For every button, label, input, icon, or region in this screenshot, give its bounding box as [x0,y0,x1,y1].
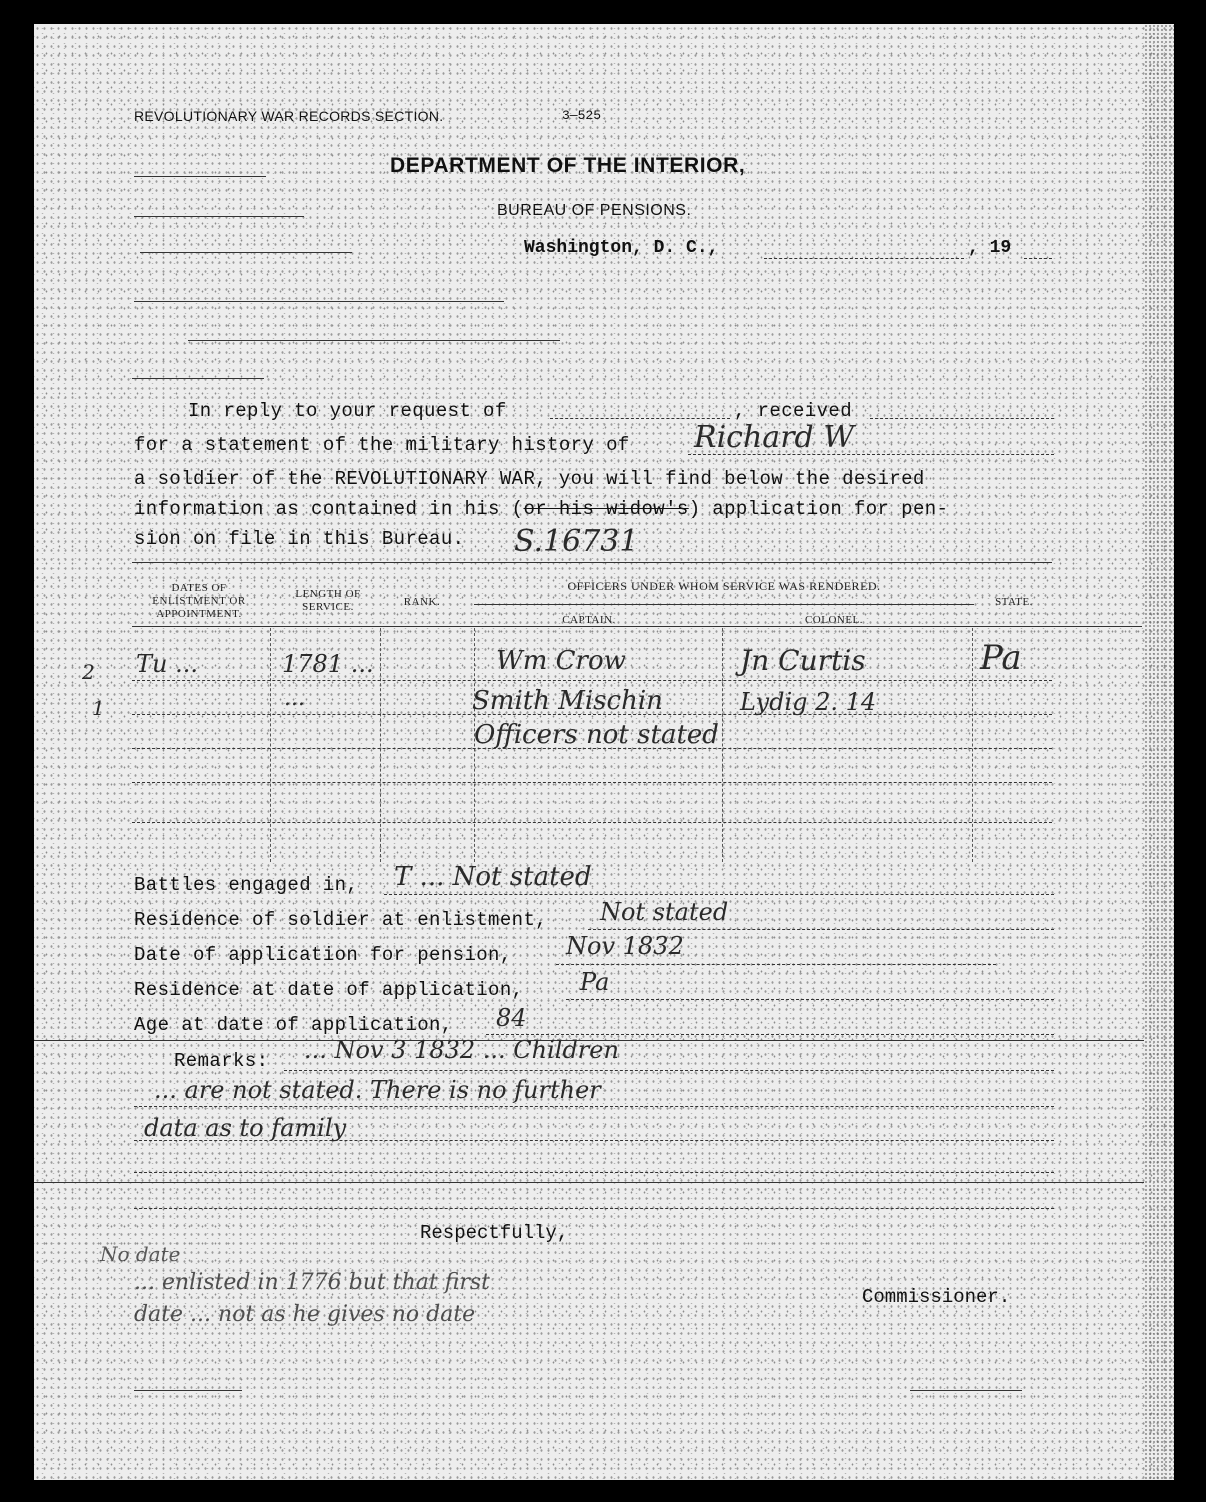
row2-colonel: Lydig 2. 14 [740,688,877,716]
header-length: LENGTH OF SERVICE. [295,588,361,613]
header-colonel: COLONEL. [804,614,864,626]
remarks-blank-1 [284,1070,1054,1071]
header-state: STATE. [995,596,1033,608]
row1-captain: Wm Crow [496,646,626,676]
row-rule-1 [132,680,1052,681]
remarks-blank-2 [134,1106,1054,1107]
row1-state: Pa [980,638,1022,678]
margin-mark-2: 1 [92,696,105,720]
row1-dates: Tu ... [136,650,198,678]
field-residence-application-value: Pa [580,968,610,996]
field-age-blank [486,1034,1054,1035]
file-number: S.16731 [514,524,639,559]
address-line-6 [132,378,264,379]
address-line-3 [140,252,352,253]
field-residence-enlistment-blank [588,929,1054,930]
address-line-4 [134,301,504,302]
header-dates: DATES OF ENLISTMENT OR APPOINTMENT. [152,582,246,620]
remarks-label: Remarks: [174,1050,269,1072]
received-date-blank [870,418,1054,419]
bureau-title: BUREAU OF PENSIONS. [497,202,692,219]
remarks-bottom-rule [34,1182,1144,1183]
soldier-name: Richard W [694,420,855,455]
scan-edge-noise [1144,24,1174,1480]
row3-captain: Officers not stated [474,720,719,750]
margin-mark-1: 2 [82,660,95,684]
footer-line-right [910,1390,1022,1391]
year-blank [1024,258,1052,259]
header-captain: CAPTAIN. [562,614,616,626]
letter-line-3: a soldier of the REVOLUTIONARY WAR, you will find below the desired [134,468,925,490]
remarks-line-1: ... Nov 3 1832 ... Children [304,1036,619,1064]
row2-length: ... [284,686,305,711]
col-divider-2 [380,628,381,862]
field-application-date-label: Date of application for pension, [134,944,512,966]
row1-length: 1781 ... [282,650,374,678]
handwritten-note-2: ... enlisted in 1776 but that first [134,1270,491,1295]
date-blank [764,258,964,259]
header-rank: RANK. [403,596,441,608]
field-application-date-blank [556,964,996,965]
handwritten-note-3: date ... not as he gives no date [134,1302,476,1327]
records-section-label: REVOLUTIONARY WAR RECORDS SECTION. [134,108,444,124]
letter-line-2: for a statement of the military history of [134,434,630,456]
table-top-rule [132,562,1052,563]
header-officers: OFFICERS UNDER WHOM SERVICE WAS RENDERED. [567,579,881,593]
field-application-date-value: Nov 1832 [566,932,684,960]
field-residence-application-label: Residence at date of application, [134,979,524,1001]
officers-rule [474,604,974,605]
table-header-bottom-rule [132,626,1142,627]
footer-line-left [134,1390,242,1391]
field-residence-enlistment-value: Not stated [600,898,729,926]
row-rule-4 [132,782,1052,783]
col-divider-5 [972,628,973,862]
row-rule-5 [132,822,1052,823]
remarks-line-2: ... are not stated. There is no further [154,1076,601,1104]
address-line-5 [188,340,560,341]
field-age-value: 84 [496,1004,527,1032]
year-prefix: , 19 [968,238,1012,258]
place-label: Washington, D. C., [524,238,719,258]
handwritten-note-1: No date [100,1242,181,1266]
remarks-blank-5 [134,1208,1054,1209]
field-battles-value: T ... Not stated [394,862,592,892]
document-sheet [34,24,1174,1480]
field-battles-label: Battles engaged in, [134,874,359,896]
soldier-name-blank [688,454,1054,455]
field-age-label: Age at date of application, [134,1014,453,1036]
request-date-blank [550,418,730,419]
remarks-line-3: data as to family [144,1114,347,1142]
col-divider-4 [722,628,723,862]
field-residence-enlistment-label: Residence of soldier at enlistment, [134,909,548,931]
row1-colonel: Jn Curtis [740,644,866,677]
form-number: 3—525 [562,108,602,123]
letter-line-1b: , received [734,400,853,422]
letter-line-4: information as contained in his (or his widow's) application for pen- [134,498,949,520]
row2-captain: Smith Mischin [472,686,663,716]
commissioner-label: Commissioner. [862,1286,1011,1308]
col-divider-1 [270,628,271,862]
letter-line-5: sion on file in this Bureau. [134,528,465,550]
field-battles-blank [384,894,1054,895]
field-residence-application-blank [566,999,1054,1000]
address-line-2 [134,216,304,217]
address-line-1 [134,176,266,177]
respectfully: Respectfully, [420,1222,569,1244]
letter-line-1: In reply to your request of [188,400,507,422]
remarks-blank-4 [134,1172,1054,1173]
department-title: DEPARTMENT OF THE INTERIOR, [390,154,746,177]
